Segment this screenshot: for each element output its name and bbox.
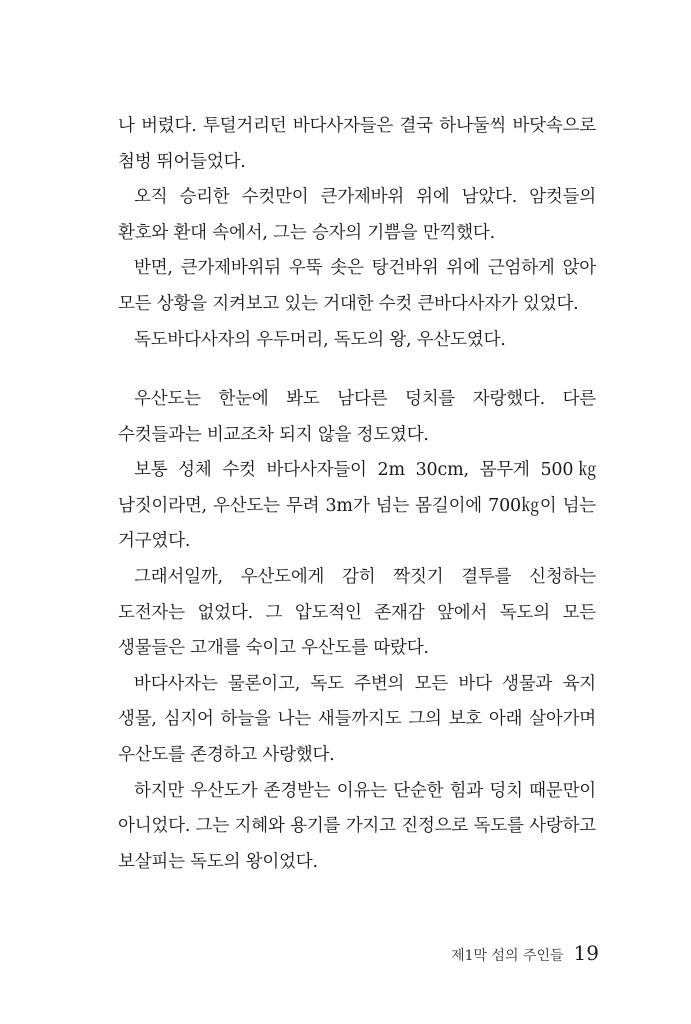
paragraph: 그래서일까, 우산도에게 감히 짝짓기 결투를 신청하는 도전자는 없었다. 그 압도적인 존재감 앞에서 독도의 모든 생물들은 고개를 숙이고 우산도를 따랐다. bbox=[118, 566, 596, 659]
paragraph: 독도바다사자의 우두머리, 독도의 왕, 우산도였다. bbox=[134, 329, 506, 350]
text-section-1 bbox=[118, 109, 596, 358]
page-footer bbox=[451, 941, 599, 965]
running-footer-chapter-title: 제1막 섬의 주인들 bbox=[451, 948, 564, 964]
paragraph-continuation: 나 버렸다. 투덜거리던 바다사자들은 결국 하나둘씩 바닷속으로 첨벙 뛰어들었다. bbox=[118, 116, 596, 172]
paragraph: 하지만 우산도가 존경받는 이유는 단순한 힘과 덩치 때문만이 아니었다. 그는 지혜와 용기를 가지고 진정으로 독도를 사랑하고 보살피는 독도의 왕이었다. bbox=[118, 780, 596, 872]
text-section-2 bbox=[118, 382, 596, 880]
paragraph: 반면, 큰가제바위뒤 우뚝 솟은 탕건바위 위에 근엄하게 앉아 모든 상황을 지켜보고 있는 거대한 수컷 큰바다사자가 있었다. bbox=[118, 258, 596, 314]
page-number: 19 bbox=[573, 941, 599, 965]
paragraph: 보통 성체 수컷 바다사자들이 2m 30cm, 몸무게 500㎏ 남짓이라면, 우산도는 무려 3m가 넘는 몸길이에 700㎏이 넘는 거구였다. bbox=[118, 460, 596, 552]
paragraph: 우산도는 한눈에 봐도 남다른 덩치를 자랑했다. 다른 수컷들과는 비교조차 되지 않을 정도였다. bbox=[118, 389, 596, 445]
paragraph: 오직 승리한 수컷만이 큰가제바위 위에 남았다. 암컷들의 환호와 환대 속에서, 그는 승자의 기쁨을 만끽했다. bbox=[118, 187, 596, 243]
paragraph: 바다사자는 물론이고, 독도 주변의 모든 바다 생물과 육지 생물, 심지어 하늘을 나는 새들까지도 그의 보호 아래 살아가며 우산도를 존경하고 사랑했다. bbox=[118, 673, 596, 765]
